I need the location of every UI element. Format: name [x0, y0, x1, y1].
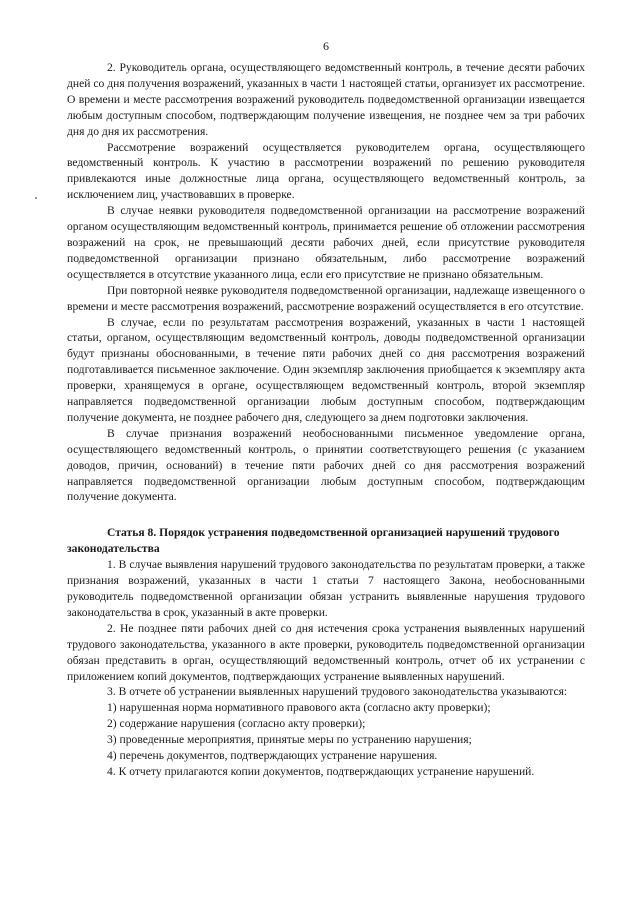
list-item: 4) перечень документов, подтверждающих устранение нарушения.: [107, 749, 438, 763]
paragraph-review-organization: 2. Руководитель органа, осуществляющего ведомственный контроль, в течение десяти рабочих дней со дня получения возражений, указанных в части 1 настоящей статьи, организует их рассмотрение. О времени и месте рассмотрения возражений руководитель подведомственной организации извещается любым доступным способом, подтверждающим получение извещения, не позднее чем за три рабочих дня до дня их рассмотрения.: [67, 61, 585, 138]
list-item: 2) содержание нарушения (согласно акту проверки);: [107, 717, 366, 731]
paragraph-non-appearance: В случае неявки руководителя подведомственной организации на рассмотрение возражений органом осуществляющим ведомственный контроль, принимается решение об отложении рассмотрения возражений на срок, не превышающий десяти рабочих дней, если присутствие руководителя подведомственной организации признано обязательным, либо рассмотрение возражений осуществляется в отсутствие указанного лица, если его присутствие не признано обязательным.: [67, 204, 585, 281]
article-8-clause-3: 3. В отчете об устранении выявленных нарушений трудового законодательства указываются:: [107, 685, 568, 699]
document-page: [67, 38, 585, 780]
list-item: 3) проведенные мероприятия, принятые меры по устранению нарушения;: [107, 733, 472, 747]
paragraph-objections-unjustified: В случае признания возражений необоснованными письменное уведомление органа, осуществляющего ведомственный контроль, о принятии соответствующего решения (с указанием доводов, причин, оснований) в течение пяти рабочих дней со дня рассмотрения возражений направляется подведомственной организации любым доступным способом, подтверждающим получение документа.: [67, 426, 585, 504]
article-8-heading: Статья 8. Порядок устранения подведомственной организацией нарушений трудового законодательства: [67, 526, 560, 556]
article-8-clause-4: 4. К отчету прилагаются копии документов, подтверждающих устранение нарушений.: [107, 764, 535, 778]
scan-speck: [35, 197, 37, 199]
article-8-clause-1: 1. В случае выявления нарушений трудового законодательства по результатам проверки, а также признания возражений, указанных в части 1 статьи 7 настоящего Закона, необоснованными руководитель подведомственной организации обязан устранить выявленные нарушения трудового законодательства в срок, указанный в акте проверки.: [67, 558, 585, 619]
paragraph-review-participants: Рассмотрение возражений осуществляется руководителем органа, осуществляющего ведомственный контроль. К участию в рассмотрении возражений по решению руководителя привлекаются иные должностные лица органа, осуществляющего ведомственный контроль, за исключением лиц, участвовавших в проверке.: [67, 140, 585, 202]
article-8-clause-2: 2. Не позднее пяти рабочих дней со дня истечения срока устранения выявленных нарушений трудового законодательства, указанного в акте проверки, руководитель подведомственной организации обязан представить в орган, осуществляющий ведомственный контроль, отчет об их устранении с приложением копий документов, подтверждающих устранение выявленных нарушений.: [67, 621, 585, 683]
list-item: 1) нарушенная норма нормативного правового акта (согласно акту проверки);: [107, 701, 491, 715]
paragraph-repeated-non-appearance: При повторной неявке руководителя подведомственной организации, надлежаще извещенного о времени и месте рассмотрения возражений, рассмотрение возражений осуществляется в его отсутствие.: [67, 283, 585, 313]
paragraph-objections-justified: В случае, если по результатам рассмотрения возражений, указанных в части 1 настоящей статьи, органом, осуществляющим ведомственный контроль, доводы подведомственной организации будут признаны обоснованными, в течение пяти рабочих дней со дня рассмотрения возражений подготавливается письменное заключение. Один экземпляр заключения приобщается к экземпляру акта проверки, хранящемуся в органе, осуществляющем ведомственный контроль, второй экземпляр направляется подведомственной организации любым доступным способом, подтверждающим получение документа, не позднее рабочего дня, следующего за днем подготовки заключения.: [67, 315, 585, 424]
page-number: 6: [323, 39, 329, 53]
